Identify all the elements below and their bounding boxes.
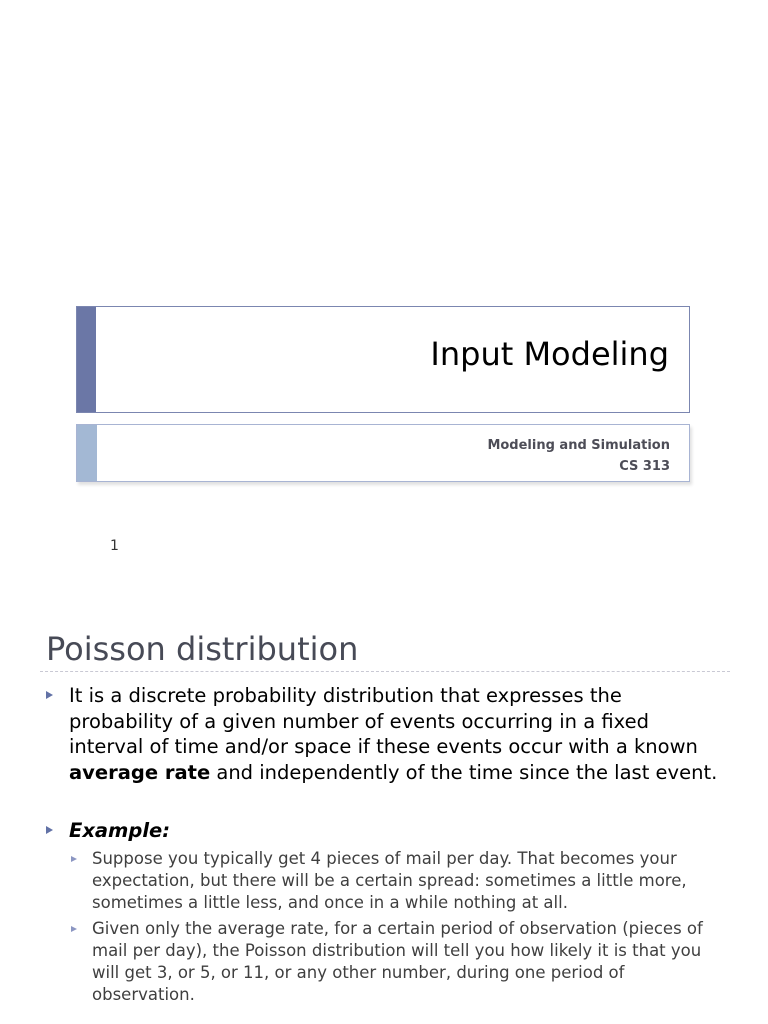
- title-panel: [76, 306, 690, 413]
- sub-bullet-arrow-icon: [71, 856, 77, 862]
- page-number: 1: [110, 538, 119, 554]
- heading-divider: [40, 671, 730, 672]
- sub-bullet-mail-expectation: Suppose you typically get 4 pieces of mail per day. That becomes your expectation, but there will be a certain spread: sometimes a little more, sometimes a little less, and once in a while nothing at all.: [92, 849, 687, 912]
- definition-text-start: It is a discrete probability distribution that expresses the probability of a given number of events occurring in a fixed interval of time and/or space if these events occur with a known: [69, 684, 698, 758]
- slide-title: Input Modeling: [430, 335, 669, 373]
- sub-bullet-arrow-icon: [71, 926, 77, 932]
- bullet-example: Example:: [69, 819, 171, 842]
- bullet-definition: [69, 683, 729, 785]
- definition-text-end: and independently of the time since the last event.: [210, 760, 718, 784]
- course-name: Modeling and Simulation: [487, 438, 670, 453]
- bullet-arrow-icon: [46, 691, 53, 699]
- sub-bullet-average-rate: Given only the average rate, for a certain period of observation (pieces of mail per day), the Poisson distribution will tell you how likely it is that you will get 3, or 5, or 11, or any other number, during one period of observation.: [92, 919, 703, 1004]
- slide-heading: Poisson distribution: [46, 630, 359, 668]
- subtitle-panel: [76, 424, 690, 482]
- subtitle-text: [487, 435, 670, 477]
- content-slide: [0, 600, 768, 1024]
- title-accent-bar: [77, 307, 96, 412]
- definition-emphasis: average rate: [69, 760, 211, 784]
- course-code: CS 313: [619, 459, 670, 474]
- bullet-arrow-icon: [46, 826, 53, 834]
- subtitle-accent-bar: [77, 425, 97, 481]
